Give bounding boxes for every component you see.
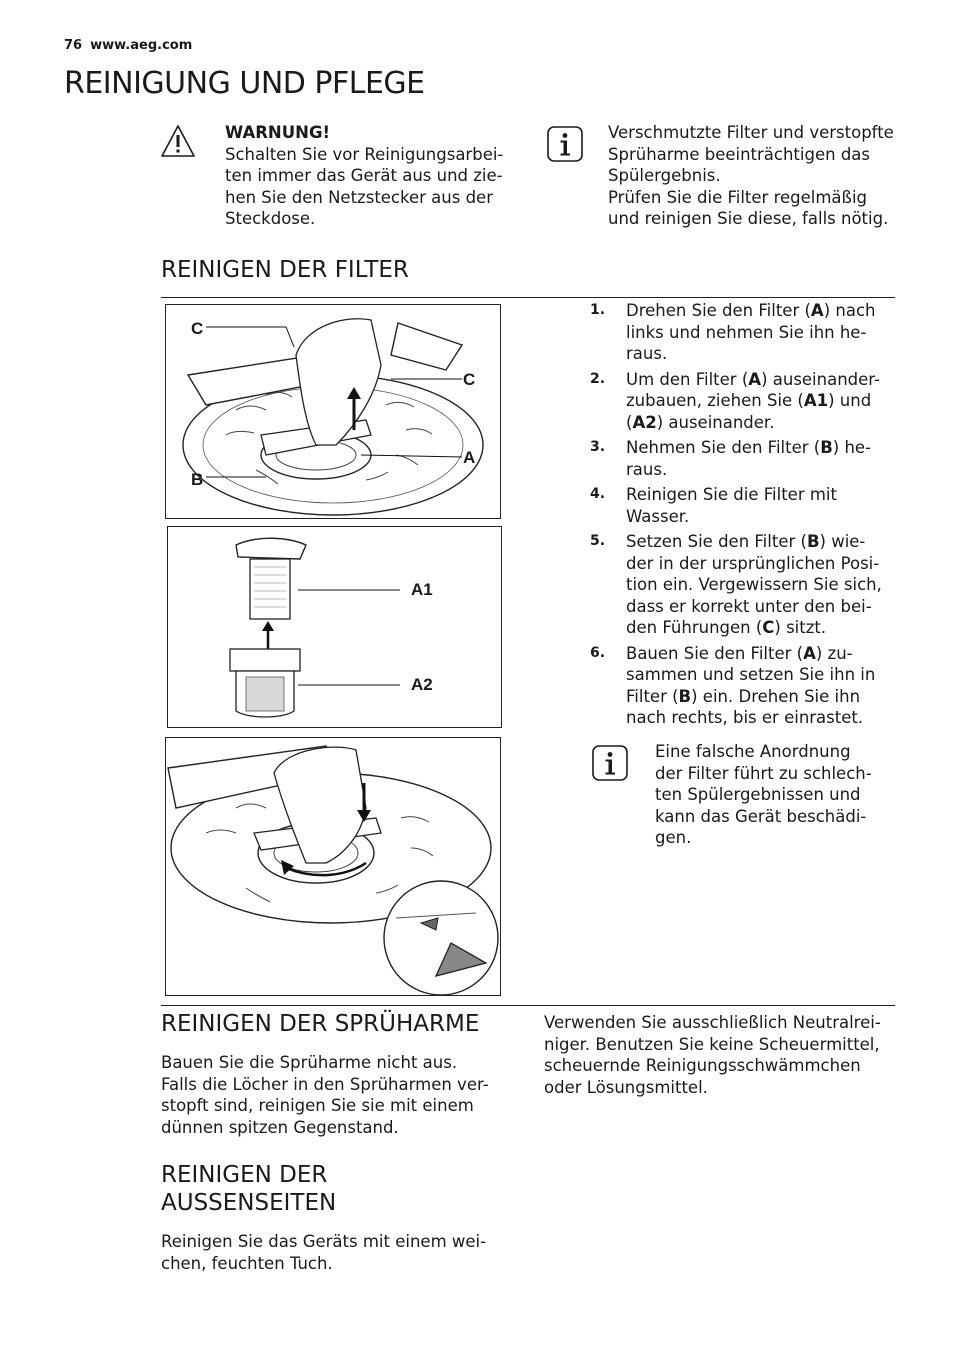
step-number: 5. <box>590 533 606 549</box>
label-b: B <box>191 470 204 489</box>
text-line: (A2) auseinander. <box>626 412 775 432</box>
text-line: sammen und setzen Sie ihn in <box>626 665 876 684</box>
text-line: ten immer das Gerät aus und zie- <box>225 166 503 185</box>
text-line: chen, feuchten Tuch. <box>161 1253 333 1273</box>
info-icon <box>547 126 583 162</box>
text-line: niger. Benutzen Sie keine Scheuermittel, <box>544 1034 880 1054</box>
label-a2: A2 <box>411 675 433 694</box>
text-line: ten Spülergebnissen und <box>655 785 861 804</box>
figure-filter-insertion <box>165 737 501 996</box>
section-heading-outside <box>161 1161 336 1217</box>
text-line: Sprüharme beeinträchtigen das <box>608 144 870 164</box>
text-line: Wasser. <box>626 506 690 526</box>
text-line: nach rechts, bis er einrastet. <box>626 708 864 727</box>
page-header <box>64 38 192 53</box>
text-line: Eine falsche Anordnung <box>655 742 851 761</box>
page-number: 76 <box>64 38 83 53</box>
text-line: raus. <box>626 344 668 363</box>
step-number: 6. <box>590 644 606 661</box>
label-a1: A1 <box>411 580 433 599</box>
figure-filter-removal <box>165 304 501 519</box>
filter-step <box>590 643 890 729</box>
text-line: Drehen Sie den Filter (A) nach <box>626 301 876 320</box>
text-line: Reinigen Sie die Filter mit <box>626 485 837 504</box>
text-line: AUSSENSEITEN <box>161 1190 337 1216</box>
label-c-left: C <box>191 319 204 338</box>
outside-text <box>161 1231 521 1274</box>
section-divider <box>161 297 895 298</box>
text-line: tion ein. Vergewissern Sie sich, <box>626 575 882 594</box>
text-line: den Führungen (C) sitzt. <box>626 618 827 637</box>
text-line: Steckdose. <box>225 209 316 228</box>
text-line: hen Sie den Netzstecker aus der <box>225 187 493 207</box>
text-line: Bauen Sie die Sprüharme nicht aus. <box>161 1053 458 1072</box>
text-line: Verwenden Sie ausschließlich Neutralrei- <box>544 1013 881 1032</box>
warning-lines <box>225 144 515 230</box>
step-number: 2. <box>590 370 606 387</box>
text-line: Um den Filter (A) auseinander- <box>626 369 880 389</box>
text-line: Reinigen Sie das Geräts mit einem wei- <box>161 1232 487 1251</box>
text-line: Verschmutzte Filter und verstopfte <box>608 123 894 142</box>
text-line: Falls die Löcher in den Sprüharmen ver- <box>161 1074 489 1094</box>
text-line: Prüfen Sie die Filter regelmäßig <box>608 187 867 207</box>
text-line: dass er korrekt unter den bei- <box>626 596 872 616</box>
text-line: dünnen spitzen Gegenstand. <box>161 1117 399 1137</box>
text-line: der in der ursprünglichen Posi- <box>626 553 880 573</box>
info-note-top <box>608 122 908 230</box>
text-line: links und nehmen Sie ihn he- <box>626 322 867 342</box>
label-a: A <box>463 448 476 467</box>
filter-steps-list <box>590 300 890 733</box>
cleaning-agent-note <box>544 1012 899 1098</box>
text-line: der Filter führt zu schlech- <box>655 763 872 783</box>
filter-step <box>590 437 890 480</box>
section-heading-spray-arms: REINIGEN DER SPRÜHARME <box>161 1011 480 1037</box>
text-line: REINIGEN DER <box>161 1162 328 1188</box>
text-line: Setzen Sie den Filter (B) wie- <box>626 532 866 551</box>
text-line: kann das Gerät beschädi- <box>655 806 867 826</box>
warning-block <box>225 122 515 230</box>
text-line: zubauen, ziehen Sie (A1) und <box>626 391 872 410</box>
text-line: gen. <box>655 828 692 847</box>
spray-arms-text <box>161 1052 521 1138</box>
page-title: REINIGUNG UND PFLEGE <box>64 66 425 101</box>
filter-step <box>590 531 890 639</box>
text-line: oder Lösungsmittel. <box>544 1077 708 1097</box>
step-number: 1. <box>590 302 606 318</box>
info-note-filter-order <box>655 741 890 849</box>
info-icon <box>592 745 628 781</box>
text-line: Nehmen Sie den Filter (B) he- <box>626 438 872 457</box>
label-c-right: C <box>463 370 476 389</box>
text-line: und reinigen Sie diese, falls nötig. <box>608 209 889 228</box>
warning-triangle-icon <box>160 124 196 158</box>
website-url: www.aeg.com <box>90 38 193 53</box>
section-divider <box>161 1005 895 1006</box>
figure-filter-disassembly <box>167 526 502 728</box>
filter-step <box>590 300 890 365</box>
text-line: raus. <box>626 459 668 479</box>
text-line: Bauen Sie den Filter (A) zu- <box>626 643 853 663</box>
step-number: 4. <box>590 486 606 502</box>
text-line: Schalten Sie vor Reinigungsarbei- <box>225 144 504 164</box>
step-number: 3. <box>590 439 606 455</box>
text-line: Filter (B) ein. Drehen Sie ihn <box>626 686 861 706</box>
filter-step <box>590 484 890 527</box>
text-line: Spülergebnis. <box>608 166 721 185</box>
text-line: scheuernde Reinigungsschwämmchen <box>544 1056 861 1075</box>
filter-step <box>590 369 890 434</box>
section-heading-filters: REINIGEN DER FILTER <box>161 257 409 283</box>
warning-heading: WARNUNG! <box>225 123 331 142</box>
text-line: stopft sind, reinigen Sie sie mit einem <box>161 1096 474 1115</box>
